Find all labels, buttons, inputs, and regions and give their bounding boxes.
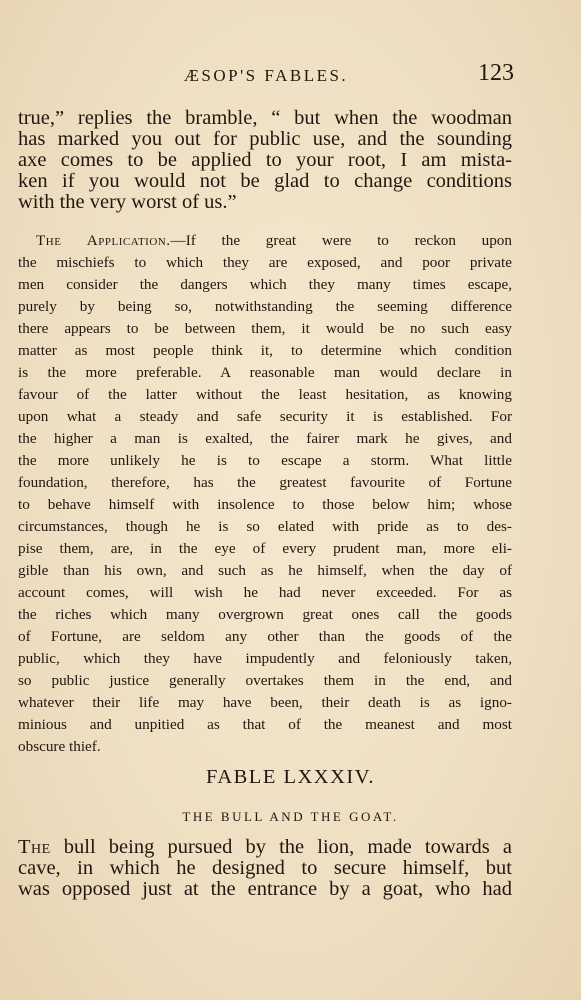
page-header (18, 60, 514, 94)
text-line: to behave himself with insolence to those below him; whose (18, 496, 512, 513)
text-line: pise them, are, in the eye of every prudent man, more eli- (18, 540, 512, 557)
text-line: so public justice generally overtakes them in the end, and (18, 672, 512, 689)
running-title: ÆSOP'S FABLES. (183, 66, 349, 85)
text-line: account comes, will wish he had never exceeded. For as (18, 584, 512, 601)
text-line: favour of the latter without the least hesitation, as knowing (18, 386, 512, 403)
text-line: purely by being so, notwithstanding the seeming difference (18, 298, 512, 315)
text-line: The Application.—If the great were to reckon upon (36, 232, 512, 249)
text-line: the more unlikely he is to escape a storm. What little (18, 452, 512, 469)
text-line: the higher a man is exalted, the fairer mark he gives, and (18, 430, 512, 447)
fable-title-heading: THE BULL AND THE GOAT. (182, 809, 399, 824)
fable-number-heading: FABLE LXXXIV. (205, 766, 376, 788)
text-line: the mischiefs to which they are exposed, and poor private (18, 254, 512, 271)
text-line: whatever their life may have been, their death is as igno- (18, 694, 512, 711)
page-number: 123 (478, 60, 514, 86)
text-line: has marked you out for public use, and the sounding (18, 128, 512, 150)
text-line: was opposed just at the entrance by a goat, who had (18, 878, 512, 900)
text-line: is the more preferable. A reasonable man would declare in (18, 364, 512, 381)
text-line: minious and unpitied as that of the meanest and most (18, 716, 512, 733)
text-line: The bull being pursued by the lion, made towards a (18, 836, 512, 858)
text-line: circumstances, though he is so elated with pride as to des- (18, 518, 512, 535)
text-line: ken if you would not be glad to change conditions (18, 170, 512, 192)
text-line: matter as most people think it, to determine which condition (18, 342, 512, 359)
text-line: the riches which many overgrown great ones call the goods (18, 606, 512, 623)
text-line: upon what a steady and safe security it is established. For (18, 408, 512, 425)
text-line: gible than his own, and such as he himself, when the day of (18, 562, 512, 579)
text-line: there appears to be between them, it would be no such easy (18, 320, 512, 337)
application-label: The Application. (36, 232, 171, 249)
text-line: obscure thief. (18, 738, 101, 755)
text-line: cave, in which he designed to secure himself, but (18, 857, 512, 879)
text-line: true,” replies the bramble, “ but when the woodman (18, 107, 512, 129)
lead-word: The (18, 836, 51, 858)
text-line: axe comes to be applied to your root, I am mista- (18, 149, 512, 171)
text-line: public, which they have impudently and feloniously taken, (18, 650, 512, 667)
text-line: men consider the dangers which they many times escape, (18, 276, 512, 293)
text-line: foundation, therefore, has the greatest favourite of Fortune (18, 474, 512, 491)
text-line: with the very worst of us.” (18, 191, 237, 213)
text-line: of Fortune, are seldom any other than the goods of the (18, 628, 512, 645)
